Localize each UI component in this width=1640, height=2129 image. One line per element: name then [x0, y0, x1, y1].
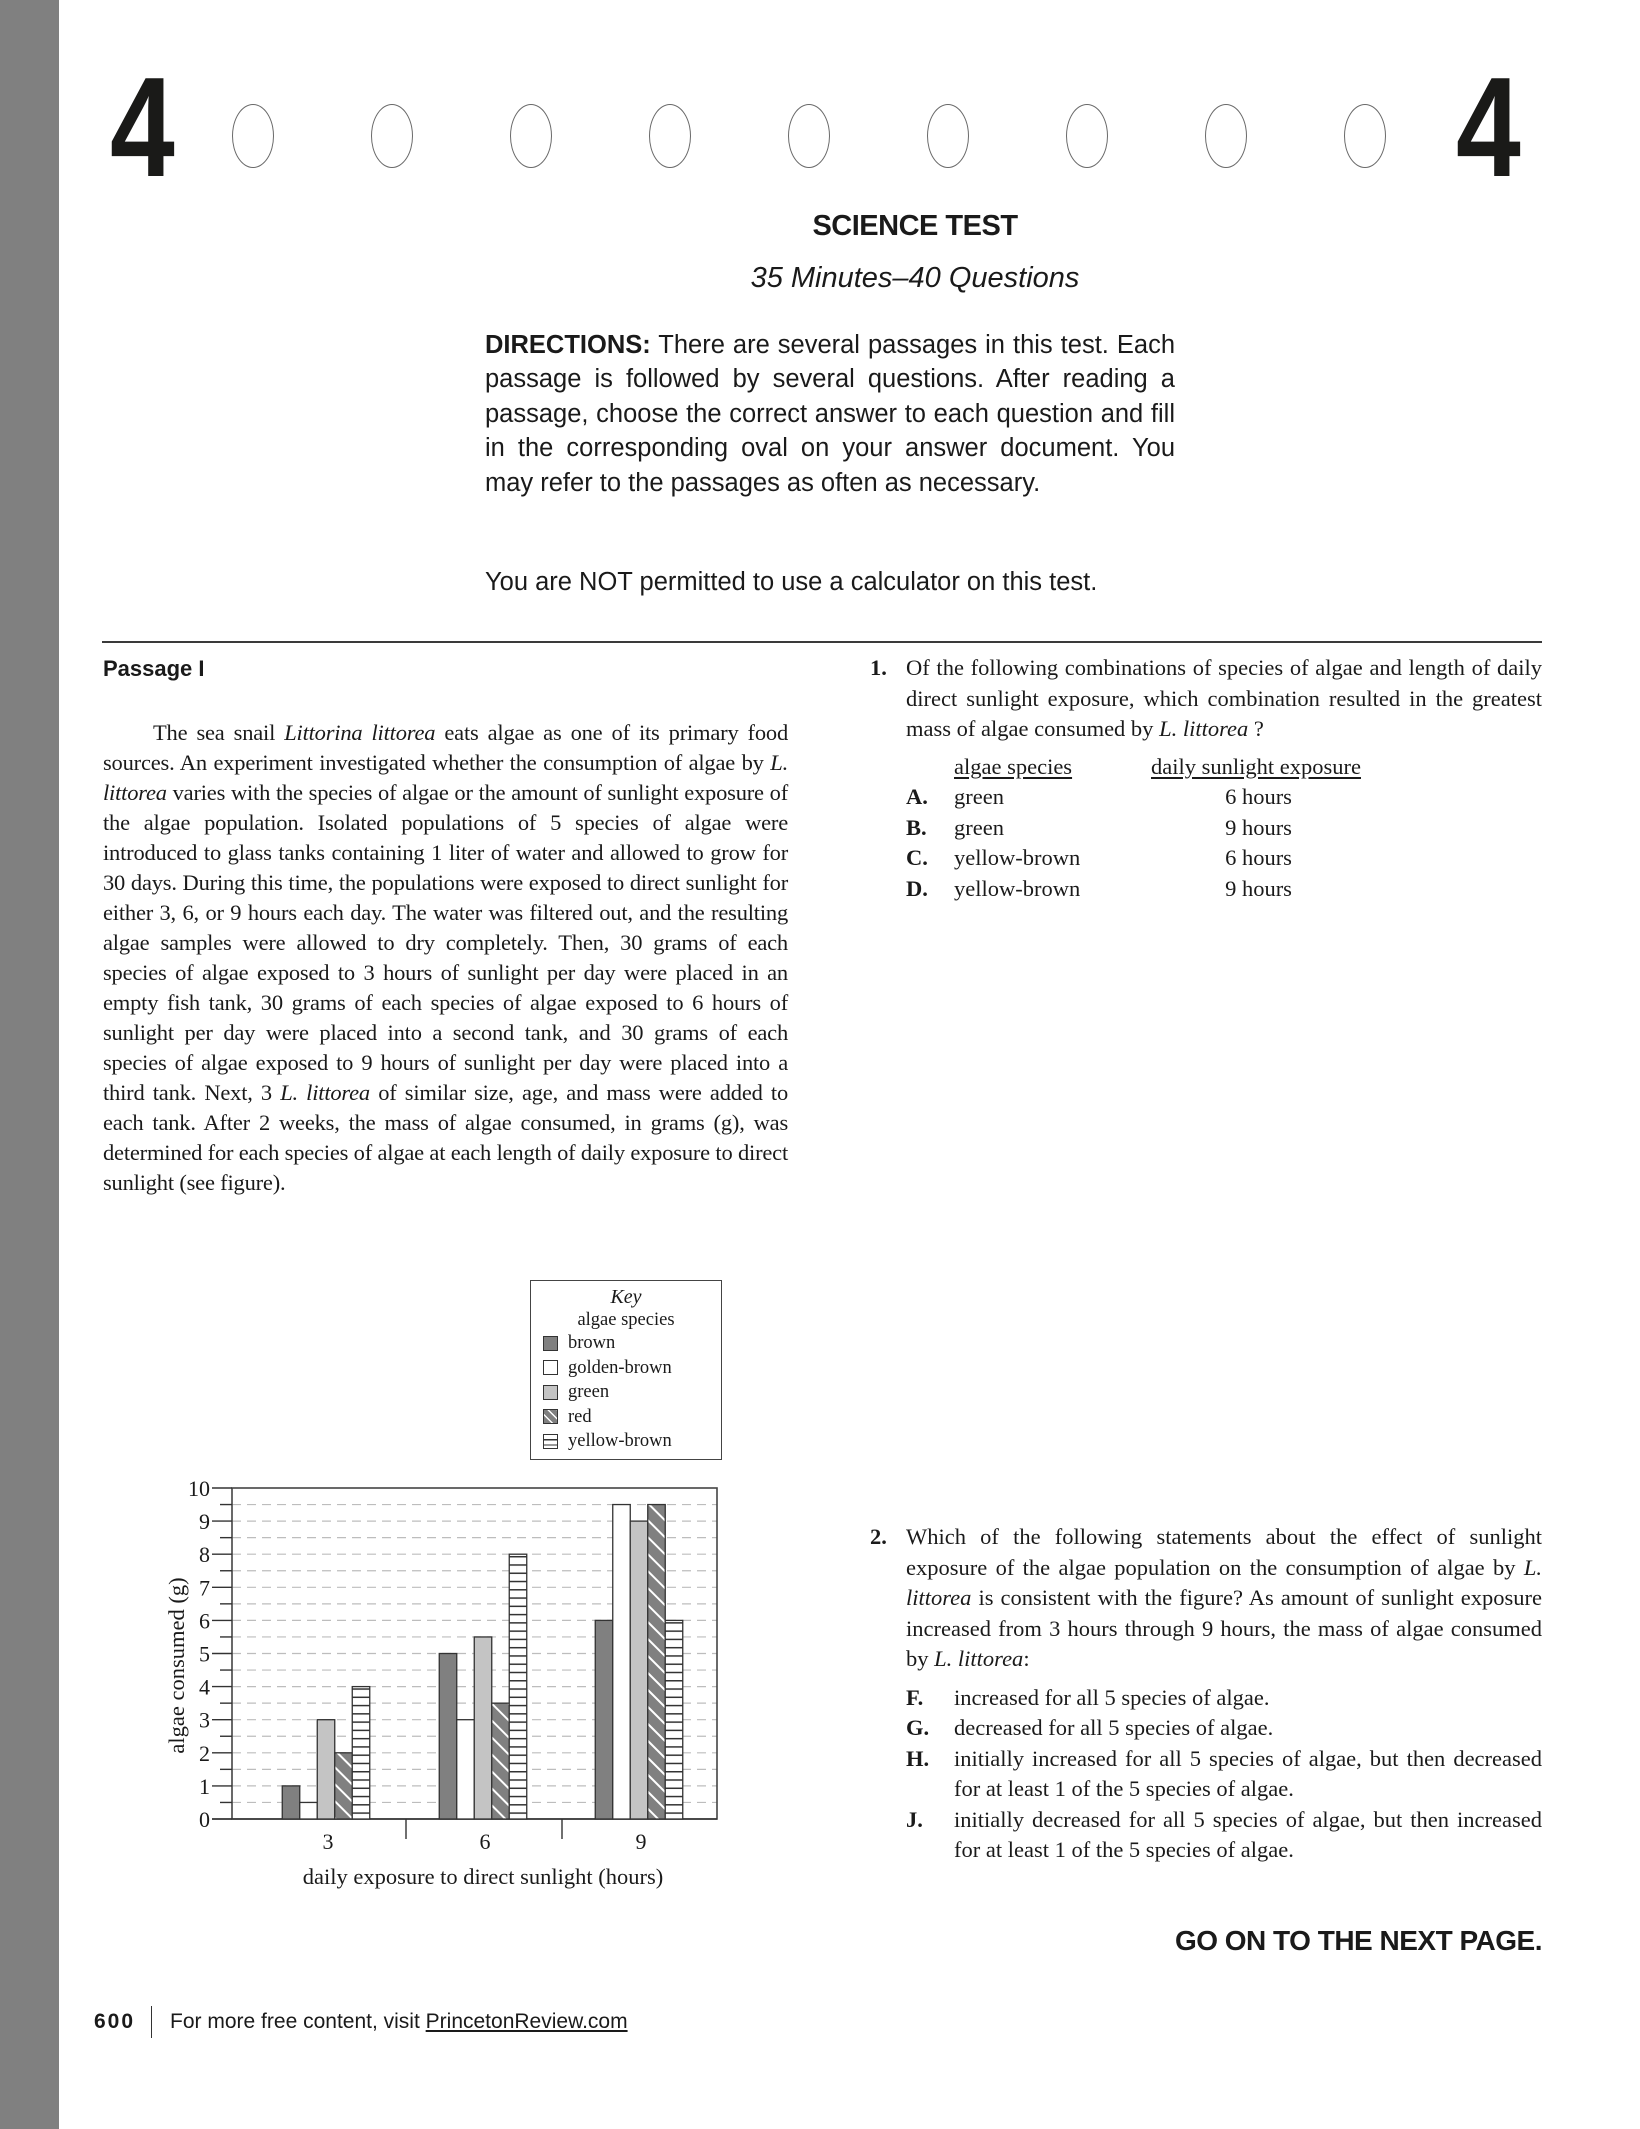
y-tick-label: 2	[199, 1740, 210, 1766]
legend-item-red	[531, 1405, 721, 1430]
choice-label: G.	[906, 1715, 930, 1740]
answer-choice-b[interactable]	[906, 813, 1542, 844]
y-tick-label: 10	[188, 1476, 210, 1501]
x-tick-label: 3	[322, 1829, 334, 1854]
bar-red-9h	[648, 1505, 666, 1819]
y-tick-label: 3	[199, 1707, 210, 1733]
footer-separator	[151, 2006, 152, 2038]
legend-swatch	[543, 1360, 558, 1375]
choice-label: A.	[906, 784, 928, 809]
legend-label: green	[568, 1382, 610, 1403]
bar-golden-brown-9h	[613, 1505, 631, 1819]
question-number: 1.	[870, 655, 887, 680]
text-run: The sea snail	[153, 720, 285, 745]
bar-green-6h	[474, 1637, 492, 1819]
col-header-species: algae species	[954, 753, 1073, 779]
bar-red-6h	[492, 1703, 510, 1819]
page-number: 600	[94, 2010, 136, 2033]
promo-text: For more free content, visit	[170, 2010, 420, 2033]
text-run: Which of the following statements about the effect of sunlight exposure of the algae population on the consumption of algae by	[906, 1524, 1542, 1580]
chart-legend	[530, 1280, 722, 1460]
choice-exposure: 9 hours	[1225, 814, 1292, 840]
header-oval	[788, 104, 830, 168]
text-run: varies with the species of algae or the amount of sunlight exposure of the algae population. Isolated populations of 5 species of algae were introduced to glass tanks containing 1 liter of water and allowed to grow for 30 days. During this time, the populations were exposed to direct sunlight for either 3, 6, or 9 hours each day. The water was filtered out, and the resulting algae samples were allowed to dry completely. Then, 30 grams of each species of algae exposed to 3 hours of sunlight per day were placed in an empty fish tank, 30 grams of each species of algae exposed to 6 hours of sunlight per day were placed into a second tank, and 30 grams of each species of algae exposed to 9 hours of sunlight per day were placed into a third tank. Next, 3	[103, 780, 788, 1105]
bar-green-9h	[630, 1521, 648, 1819]
question-stem	[906, 1522, 1542, 1675]
answer-choice-f[interactable]	[906, 1683, 1542, 1714]
question-2	[870, 1522, 1542, 1866]
legend-item-brown	[531, 1331, 721, 1356]
text-run: ?	[1248, 716, 1264, 741]
species-name: L. littorea	[906, 1554, 1542, 1610]
directions-label: DIRECTIONS:	[485, 331, 651, 359]
header-oval	[1344, 104, 1386, 168]
species-name: L. littorea	[1159, 716, 1249, 741]
choice-label: F.	[906, 1684, 924, 1710]
legend-label: golden-brown	[568, 1357, 672, 1378]
legend-swatch	[543, 1434, 558, 1449]
legend-swatch	[543, 1385, 558, 1400]
y-tick-label: 6	[199, 1608, 210, 1634]
answer-choice-g[interactable]	[906, 1713, 1542, 1744]
answer-choice-a[interactable]	[906, 782, 1542, 813]
answer-choices	[906, 752, 1542, 905]
choice-text: initially increased for all 5 species of algae, but then decreased for at least 1 of the 5 species of algae.	[954, 1745, 1542, 1801]
y-tick-label: 0	[199, 1807, 210, 1832]
bar-brown-6h	[439, 1654, 457, 1820]
text-run: Of the following combinations of species of algae and length of daily direct sunlight exposure, which combination resulted in the greatest mass of algae consumed by	[906, 655, 1542, 741]
page-footer	[94, 2006, 628, 2038]
legend-label: yellow-brown	[568, 1431, 672, 1452]
choice-exposure: 6 hours	[1225, 845, 1292, 870]
directions	[485, 328, 1175, 500]
text-run: of similar size, age, and mass were added to each tank. After 2 weeks, the mass of algae consumed, in grams (g), was determined for each species of algae at each length of daily exposure to direct sunlight (see figure).	[103, 1080, 788, 1195]
header-ovals	[232, 104, 1420, 170]
choice-species: yellow-brown	[954, 875, 1081, 901]
answer-choice-d[interactable]	[906, 874, 1542, 905]
bar-yellow-brown-6h	[509, 1554, 527, 1819]
answer-choice-c[interactable]	[906, 843, 1542, 874]
test-title: SCIENCE TEST	[812, 210, 1018, 242]
y-tick-label: 7	[199, 1575, 210, 1601]
answer-choice-j[interactable]	[906, 1805, 1542, 1866]
legend-item-green	[531, 1380, 721, 1405]
bar-golden-brown-3h	[300, 1802, 318, 1819]
y-tick-label: 8	[199, 1542, 210, 1568]
species-name: L. littorea	[280, 1080, 370, 1105]
choice-label: D.	[906, 875, 928, 901]
bar-brown-9h	[595, 1620, 613, 1819]
header-oval	[1205, 104, 1247, 168]
choice-text: increased for all 5 species of algae.	[954, 1684, 1270, 1710]
x-tick-label: 6	[479, 1829, 491, 1854]
choice-exposure: 9 hours	[1225, 875, 1292, 901]
y-tick-label: 5	[199, 1641, 210, 1667]
legend-subtitle: algae species	[577, 1310, 675, 1330]
choices-header	[906, 752, 1542, 783]
choice-species: green	[954, 784, 1004, 809]
header-oval	[927, 104, 969, 168]
choice-text: decreased for all 5 species of algae.	[954, 1715, 1274, 1740]
y-tick-label: 4	[199, 1674, 210, 1700]
col-header-exposure: daily sunlight exposure	[1151, 753, 1361, 779]
legend-title: Key	[610, 1286, 642, 1308]
choice-label: B.	[906, 814, 927, 840]
page-edge-bar	[0, 0, 59, 2129]
choice-label: J.	[906, 1806, 923, 1832]
section-number-left: 4	[110, 48, 175, 207]
species-name: L. littorea	[934, 1646, 1024, 1671]
choice-label: C.	[906, 845, 928, 870]
question-stem	[906, 653, 1542, 745]
legend-item-golden-brown	[531, 1356, 721, 1381]
header-oval	[232, 104, 274, 168]
bar-golden-brown-6h	[457, 1720, 475, 1819]
text-run: :	[1023, 1646, 1030, 1671]
header-oval	[510, 104, 552, 168]
legend-label: brown	[568, 1333, 616, 1354]
question-number: 2.	[870, 1524, 887, 1549]
x-axis-title: daily exposure to direct sunlight (hours)	[302, 1864, 664, 1889]
x-tick-label: 9	[635, 1829, 647, 1854]
princeton-review-link[interactable]: PrincetonReview.com	[425, 2010, 628, 2033]
bar-chart	[150, 1465, 750, 1905]
y-axis-title: algae consumed (g)	[164, 1577, 189, 1754]
text-run: eats algae as one of its primary food sources. An experiment investigated whether the consumption of algae by	[103, 720, 789, 775]
bar-red-3h	[335, 1753, 353, 1819]
legend-swatch	[543, 1336, 558, 1351]
text-run: is consistent with the figure? As amount of sunlight exposure increased from 3 hours through 9 hours, the mass of algae consumed by	[906, 1585, 1542, 1671]
species-name: L. littorea	[103, 750, 788, 805]
header-oval	[649, 104, 691, 168]
choice-species: green	[954, 814, 1004, 840]
header-oval	[1066, 104, 1108, 168]
test-subtitle: 35 Minutes–40 Questions	[750, 262, 1080, 294]
choice-label: H.	[906, 1745, 930, 1771]
header-oval	[371, 104, 413, 168]
legend-label: red	[568, 1406, 592, 1427]
species-name: Littorina littorea	[284, 720, 436, 745]
question-1	[870, 653, 1542, 904]
calculator-note: You are NOT permitted to use a calculator on this test.	[485, 568, 1098, 596]
choice-text: initially decreased for all 5 species of algae, but then increased for at least 1 of the 5 species of algae.	[954, 1806, 1542, 1862]
directions-text: There are several passages in this test. Each passage is followed by several questions. After reading a passage, choose the correct answer to each question and fill in the corresponding oval on your answer document. You may refer to the passages as often as necessary.	[485, 331, 1175, 497]
passage-text	[103, 718, 788, 1198]
y-tick-label: 9	[199, 1509, 210, 1535]
choice-species: yellow-brown	[954, 845, 1081, 870]
bar-yellow-brown-9h	[665, 1620, 683, 1819]
bar-green-3h	[317, 1720, 335, 1819]
go-next-page: GO ON TO THE NEXT PAGE.	[1174, 1925, 1542, 1956]
section-number-right: 4	[1456, 48, 1521, 207]
bar-brown-3h	[282, 1786, 300, 1819]
answer-choices	[906, 1683, 1542, 1866]
legend-swatch	[543, 1409, 558, 1424]
section-divider	[102, 641, 1542, 643]
legend-item-yellow-brown	[531, 1429, 721, 1454]
y-tick-label: 1	[199, 1773, 210, 1799]
passage-heading: Passage I	[103, 656, 205, 681]
bar-yellow-brown-3h	[352, 1687, 370, 1819]
choice-exposure: 6 hours	[1225, 784, 1292, 809]
answer-choice-h[interactable]	[906, 1744, 1542, 1805]
